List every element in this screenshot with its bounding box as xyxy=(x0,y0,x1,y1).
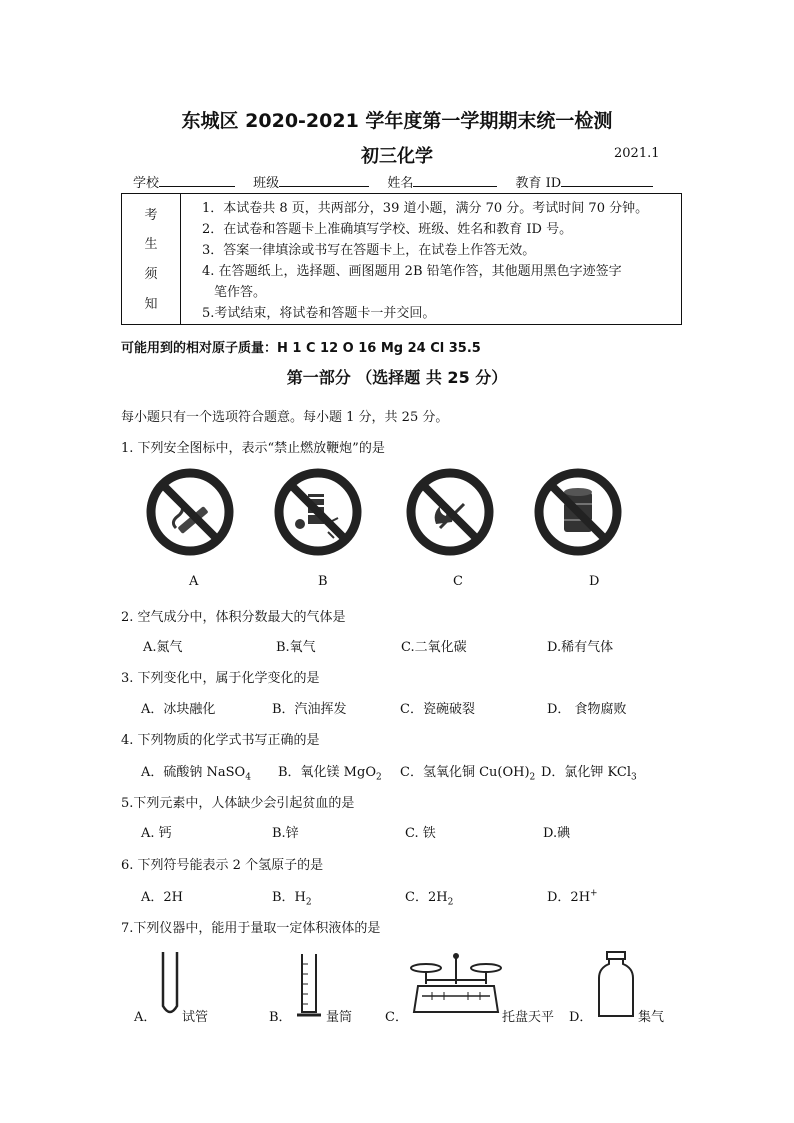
no-open-flame-icon[interactable] xyxy=(406,468,494,556)
graduated-cylinder-icon[interactable] xyxy=(294,950,324,1020)
atomic-masses: 可能用到的相对原子质量：H 1 C 12 O 16 Mg 24 Cl 35.5 xyxy=(121,341,481,356)
gas-collection-bottle-icon[interactable] xyxy=(596,950,636,1020)
q4-option-d[interactable]: D．氯化钾 KCl$_3$ xyxy=(541,765,637,783)
no-fireworks-icon[interactable] xyxy=(274,468,362,556)
q6-option-a[interactable]: A．2H xyxy=(141,890,183,905)
q5-option-a[interactable]: A. 钙 xyxy=(141,826,172,841)
q5-option-b[interactable]: B.锌 xyxy=(272,826,299,841)
q2-option-a[interactable]: A.氮气 xyxy=(143,640,183,655)
notice-item: 3．答案一律填涂或书写在答题卡上，在试卷上作答无效。 xyxy=(202,243,536,258)
notice-item: 5.考试结束，将试卷和答题卡一并交回。 xyxy=(202,306,436,321)
question-7: 7.下列仪器中，能用于量取一定体积液体的是 xyxy=(121,921,381,936)
q4-option-a[interactable]: A．硫酸钠 NaSO$_4$ xyxy=(141,765,251,783)
q1-option-b[interactable]: B xyxy=(318,574,328,589)
q3-option-a[interactable]: A．冰块融化 xyxy=(141,702,216,717)
exam-title: 东城区 2020-2021 学年度第一学期期末统一检测 xyxy=(181,110,613,132)
q4-option-c[interactable]: C．氢氧化铜 $Cu(OH)_2$ xyxy=(400,765,536,783)
q3-option-c[interactable]: C．瓷碗破裂 xyxy=(400,702,475,717)
q1-option-c[interactable]: C xyxy=(453,574,463,589)
education-id-field[interactable]: 教育 ID xyxy=(515,172,653,191)
part-heading: 第一部分 （选择题 共 25 分） xyxy=(286,368,508,387)
q3-option-d[interactable]: D． 食物腐败 xyxy=(547,702,627,717)
notice-side-label: 考 生 须 知 xyxy=(122,194,181,324)
student-info-row xyxy=(133,172,661,191)
q3-option-b[interactable]: B．汽油挥发 xyxy=(272,702,347,717)
notice-item: 4. 在答题纸上，选择题、画图题用 2B 铅笔作答，其他题用黑色字迹签字 xyxy=(202,264,622,279)
q1-option-d[interactable]: D xyxy=(589,574,600,589)
q6-option-b[interactable]: B．$H_2$ xyxy=(272,890,312,908)
test-tube-icon[interactable] xyxy=(158,950,182,1020)
school-field[interactable]: 学校 xyxy=(133,172,235,191)
no-smoking-icon[interactable] xyxy=(146,468,234,556)
notice-item: 1．本试卷共 8 页，共两部分，39 道小题，满分 70 分。考试时间 70 分钟。 xyxy=(202,201,649,216)
q7-label-balance: 托盘天平 xyxy=(502,1010,555,1025)
q7-label-gas-bottle: 集气 xyxy=(638,1010,665,1025)
notice-item: 笔作答。 xyxy=(214,285,267,300)
q6-option-d[interactable]: D．2H+ xyxy=(547,888,598,905)
examinee-notice-box xyxy=(121,193,682,325)
question-1: 1. 下列安全图标中，表示“禁止燃放鞭炮”的是 xyxy=(121,441,385,456)
q2-option-c[interactable]: C.二氧化碳 xyxy=(401,640,467,655)
no-storage-barrel-icon[interactable] xyxy=(534,468,622,556)
exam-date: 2021.1 xyxy=(614,146,660,161)
q5-option-d[interactable]: D.碘 xyxy=(543,826,571,841)
question-4: 4. 下列物质的化学式书写正确的是 xyxy=(121,733,320,748)
exam-subject: 初三化学 xyxy=(361,146,433,167)
question-5: 5.下列元素中，人体缺少会引起贫血的是 xyxy=(121,796,355,811)
q7-option-a[interactable]: A． xyxy=(134,1010,157,1025)
q7-label-graduated-cylinder: 量筒 xyxy=(326,1010,353,1025)
balance-scale-icon[interactable] xyxy=(408,950,504,1020)
name-field[interactable]: 姓名 xyxy=(387,172,497,191)
q5-option-c[interactable]: C. 铁 xyxy=(405,826,436,841)
question-3: 3. 下列变化中，属于化学变化的是 xyxy=(121,671,320,686)
q7-option-c[interactable]: C． xyxy=(385,1010,408,1025)
q2-option-b[interactable]: B.氧气 xyxy=(276,640,316,655)
notice-item: 2．在试卷和答题卡上准确填写学校、班级、姓名和教育 ID 号。 xyxy=(202,222,573,237)
q1-option-a[interactable]: A xyxy=(189,574,199,589)
q4-option-b[interactable]: B．氧化镁 MgO$_2$ xyxy=(278,765,382,783)
q7-option-b[interactable]: B． xyxy=(269,1010,292,1025)
q7-option-d[interactable]: D． xyxy=(569,1010,593,1025)
q2-option-d[interactable]: D.稀有气体 xyxy=(547,640,614,655)
notice-items xyxy=(202,198,672,324)
question-6: 6. 下列符号能表示 2 个氢原子的是 xyxy=(121,858,324,873)
q7-label-test-tube: 试管 xyxy=(182,1010,209,1025)
class-field[interactable]: 班级 xyxy=(253,172,369,191)
q6-option-c[interactable]: C．$2H_2$ xyxy=(405,890,454,908)
part-instruction: 每小题只有一个选项符合题意。每小题 1 分，共 25 分。 xyxy=(121,410,449,425)
question-2: 2. 空气成分中，体积分数最大的气体是 xyxy=(121,610,346,625)
